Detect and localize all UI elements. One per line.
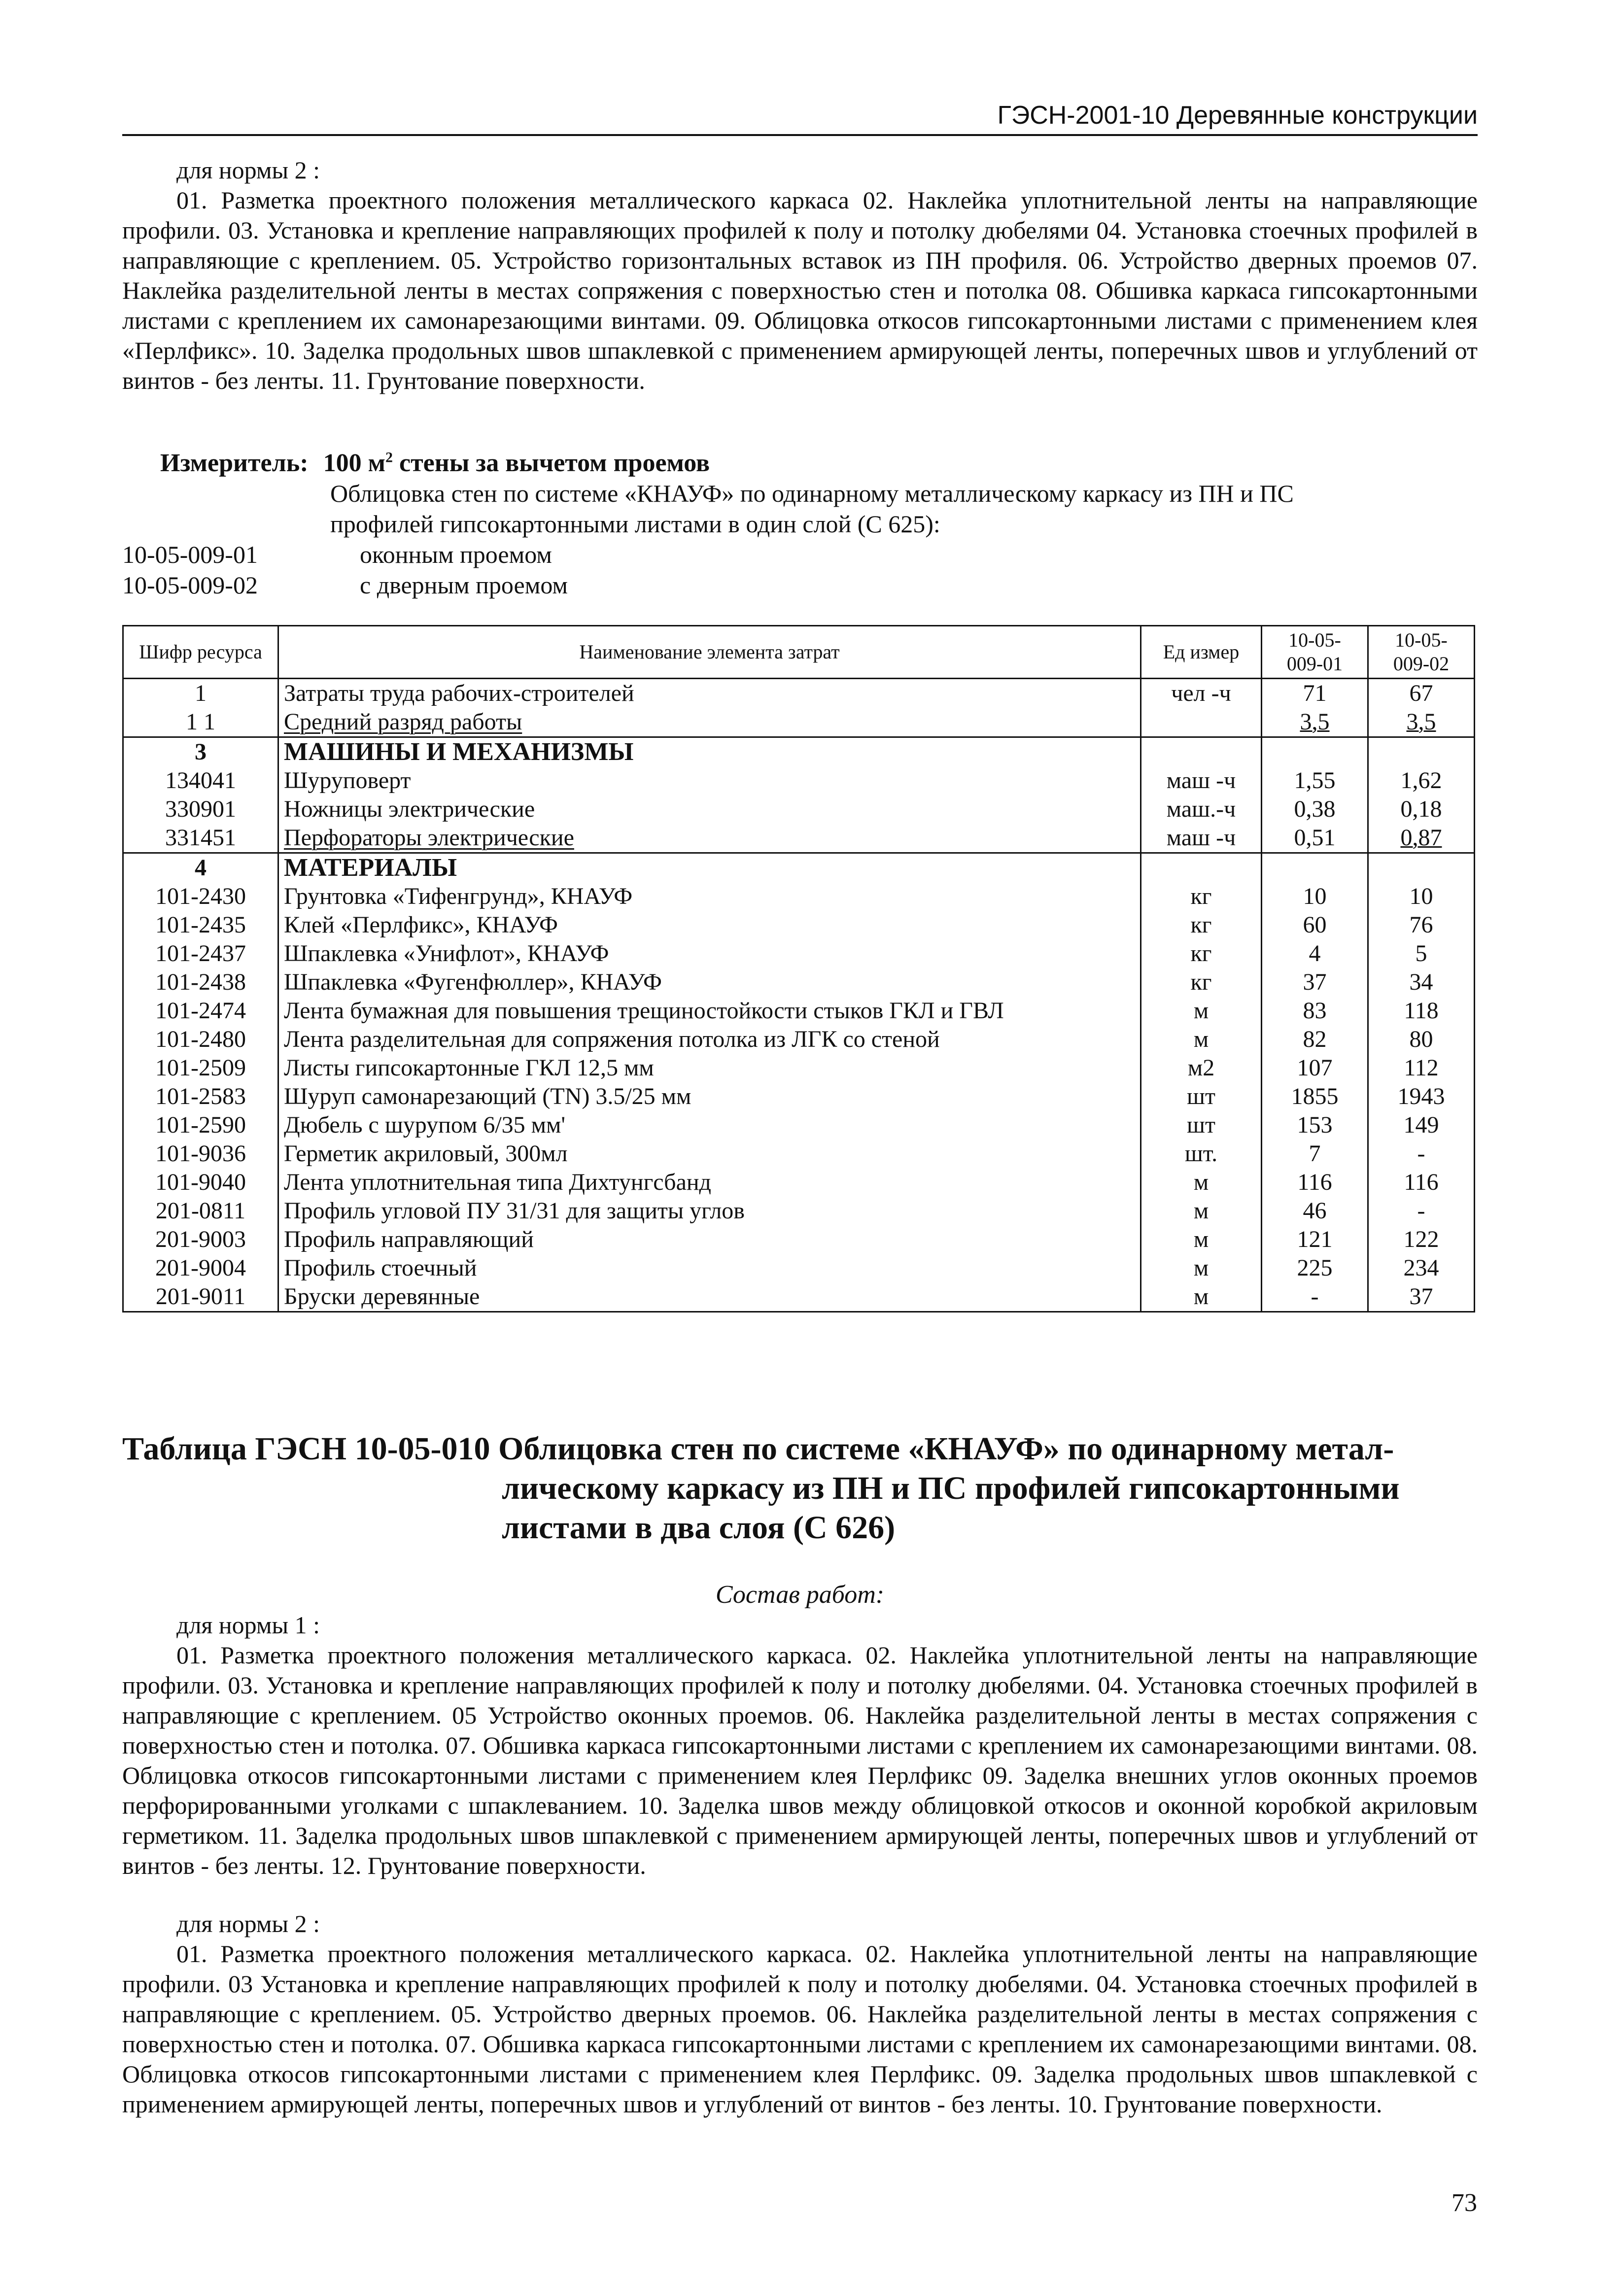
table-section-row: 4 МАТЕРИАЛЫ [123,853,1475,883]
norm-name-2: с дверным проемом [360,571,568,599]
table-row: 101-2437 Шпаклевка «Унифлот», КНАУФ кг 4 5 [123,939,1475,968]
table-row: 134041 Шуруповерт маш -ч 1,55 1,62 [123,766,1475,795]
table-row: 101-2430 Грунтовка «Тифенгрунд», КНАУФ кг 10 10 [123,882,1475,911]
desc-line-2: профилей гипсокартонными листами в один слой (С 625): [330,510,940,538]
measure-sup: 2 [385,449,393,466]
table-title-line-1: Таблица ГЭСН 10-05-010 Облицовка стен по системе «КНАУФ» по одинарному метал- [122,1431,1394,1467]
table-row: 331451 Перфораторы электрические маш -ч 0,51 0,87 [123,824,1475,853]
desc-line-1: Облицовка стен по системе «КНАУФ» по одинарному металлическому каркасу из ПН и ПС [330,480,1294,507]
table-title-line-3: листами в два слоя (С 626) [502,1510,896,1546]
norm2-label: для нормы 2 : [176,156,320,184]
norm-code-1: 10-05-009-01 [122,541,258,568]
header-col1: 10-05- 009-01 [1262,626,1368,679]
table-row: 101-2438 Шпаклевка «Фугенфюллер», КНАУФ кг 37 34 [123,968,1475,997]
table-row: 101-2435 Клей «Перлфикс», КНАУФ кг 60 76 [123,911,1475,939]
resource-table [122,625,1475,1313]
table-row: 1 Затраты труда рабочих-строителей чел -ч 71 67 [123,679,1475,708]
norm1-text: 01. Разметка проектного положения металлического каркаса. 02. Наклейка уплотнительной ленты на направляющие профили. 03. Установка и крепление направляющих профилей к полу и потолку дюбелями. 04. Установка стоечных профилей в направляющие с креплением. 05 Устройство оконных проемов. 06. Наклейка разделительной ленты в местах сопряжения с поверхностью стен и потолка. 07. Обшивка каркаса гипсокартонными листами с креплением их самонарезающими винтами. 08. Облицовка откосов гипсокартонными листами с применением клея Перлфикс 09. Заделка внешних углов оконных проемов перфорированными уголками с шпаклеванием. 10. Заделка швов между облицовкой откосов и оконной коробкой акриловым герметиком. 11. Заделка продольных швов шпаклевкой с применением армирующей ленты, поперечных швов и углублений от винтов - без ленты. 12. Грунтование поверхности. [122,1641,1478,1879]
table-row: 101-2480 Лента разделительная для сопряжения потолка из ЛГК со стеной м 82 80 [123,1025,1475,1054]
composition-heading: Состав работ: [715,1581,885,1609]
page-header [122,97,1478,136]
table-row: 201-9004 Профиль стоечный м 225 234 [123,1254,1475,1282]
table-row: 101-9036 Герметик акриловый, 300мл шт. 7 - [123,1140,1475,1168]
measure-value: 100 м [323,449,386,477]
measure-label: Измеритель: [160,449,309,477]
norm2-text: 01. Разметка проектного положения металлического каркаса 02. Наклейка уплотнительной ленты на направляющие профили. 03. Установка и крепление направляющих профилей к полу и потолку дюбелями 04. Установка стоечных профилей в направляющие с креплением. 05. Устройство горизонтальных вставок из ПН профиля. 06. Устройство дверных проемов 07. Наклейка разделительной ленты в местах сопряжения с поверхностью стен и потолка 08. Обшивка каркаса гипсокартонными листами с креплением их самонарезающими винтами. 09. Облицовка откосов гипсокартонными листами с применением клея «Перлфикс». 10. Заделка продольных швов шпаклевкой с применением армирующей ленты, поперечных швов и углублений от винтов - без ленты. 11. Грунтование поверхности. [122,186,1478,394]
table-section-row: 3 МАШИНЫ И МЕХАНИЗМЫ [123,737,1475,767]
table-row: 101-2583 Шуруп самонарезающий (TN) 3.5/25 мм шт 1855 1943 [123,1082,1475,1111]
header-unit: Ед измер [1141,626,1262,679]
norm2-label-b: для нормы 2 : [176,1910,320,1937]
table-header-row [123,626,1475,679]
table-row: 101-9040 Лента уплотнительная типа Дихтунгсбанд м 116 116 [123,1168,1475,1197]
table-row: 101-2509 Листы гипсокартонные ГКЛ 12,5 мм м2 107 112 [123,1054,1475,1082]
measure-line [160,449,710,478]
table-row: 101-2590 Дюбель с шурупом 6/35 мм' шт 153 149 [123,1111,1475,1140]
header-name: Наименование элемента затрат [278,626,1141,679]
norm2-text-b: 01. Разметка проектного положения металлического каркаса. 02. Наклейка уплотнительной ленты на направляющие профили. 03 Установка и крепление направляющих профилей к полу и потолку дюбелями. 04. Установка стоечных профилей в направляющие с креплением. 05. Устройство дверных проемов. 06. Наклейка разделительной ленты в местах сопряжения с поверхностью стен и потолка. 07. Обшивка каркаса гипсокартонными листами с креплением их самонарезающими винтами. 08. Облицовка откосов гипсокартонными листами с применением клея Перлфикс. 09. Заделка продольных швов шпаклевкой с применением армирующей ленты, поперечных швов и углублений от винтов - без ленты. 10. Грунтование поверхности. [122,1940,1478,2118]
table-title-line-2: лическому каркасу из ПН и ПС профилей гипсокартонными [502,1470,1400,1506]
table-row: 201-0811 Профиль угловой ПУ 31/31 для защиты углов м 46 - [123,1197,1475,1225]
table-row: 101-2474 Лента бумажная для повышения трещиностойкости стыков ГКЛ и ГВЛ м 83 118 [123,997,1475,1025]
header-col2: 10-05- 009-02 [1368,626,1475,679]
header-code: Шифр ресурса [123,626,278,679]
measure-rest: стены за вычетом проемов [393,449,710,477]
table-row: 201-9011 Бруски деревянные м - 37 [123,1282,1475,1312]
table-row: 201-9003 Профиль направляющий м 121 122 [123,1225,1475,1254]
norm-name-1: оконным проемом [360,541,552,568]
table-row: 330901 Ножницы электрические маш.-ч 0,38 0,18 [123,795,1475,824]
norm1-label: для нормы 1 : [176,1611,320,1639]
header-title: ГЭСН-2001-10 Деревянные конструкции [997,101,1478,130]
table-title [122,1429,1478,1548]
table-row: 1 1 Средний разряд работы 3,5 3,5 [123,708,1475,737]
norm-code-2: 10-05-009-02 [122,571,258,599]
page-number: 73 [1451,2189,1477,2217]
